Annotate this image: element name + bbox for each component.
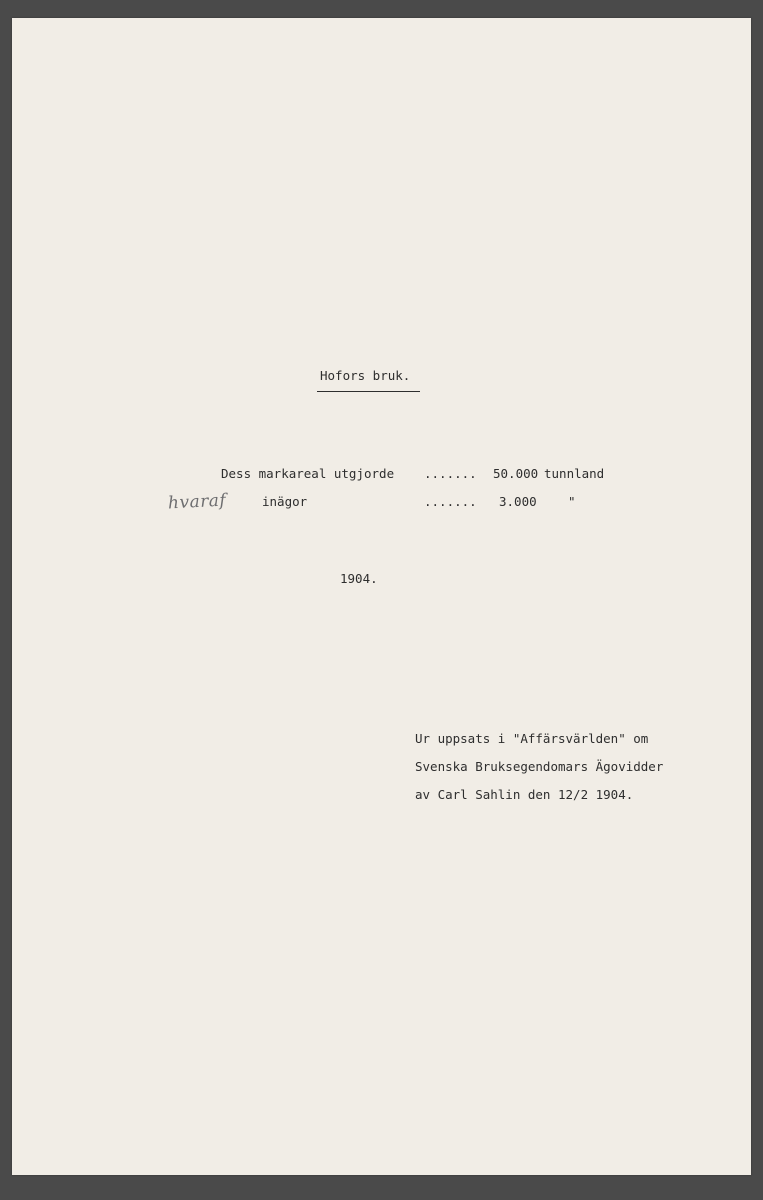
row-2-label: inägor bbox=[262, 494, 308, 509]
source-line-2: Svenska Bruksegendomars Ägovidder bbox=[415, 759, 664, 774]
document-title: Hofors bruk. bbox=[317, 370, 420, 392]
paper-sheet bbox=[12, 18, 751, 1175]
source-line-1: Ur uppsats i "Affärsvärlden" om bbox=[415, 731, 649, 746]
row-2-dots: ....... bbox=[424, 494, 477, 509]
handwritten-annotation: hvaraf bbox=[167, 490, 227, 514]
row-1-value: 50.000 bbox=[493, 466, 539, 481]
row-2-unit: " bbox=[568, 494, 576, 509]
row-1-label: Dess markareal utgjorde bbox=[221, 466, 395, 481]
row-1-unit: tunnland bbox=[544, 466, 605, 481]
row-2-value: 3.000 bbox=[499, 494, 537, 509]
source-line-3: av Carl Sahlin den 12/2 1904. bbox=[415, 787, 634, 802]
row-1-dots: ....... bbox=[424, 466, 477, 481]
year: 1904. bbox=[340, 571, 378, 586]
